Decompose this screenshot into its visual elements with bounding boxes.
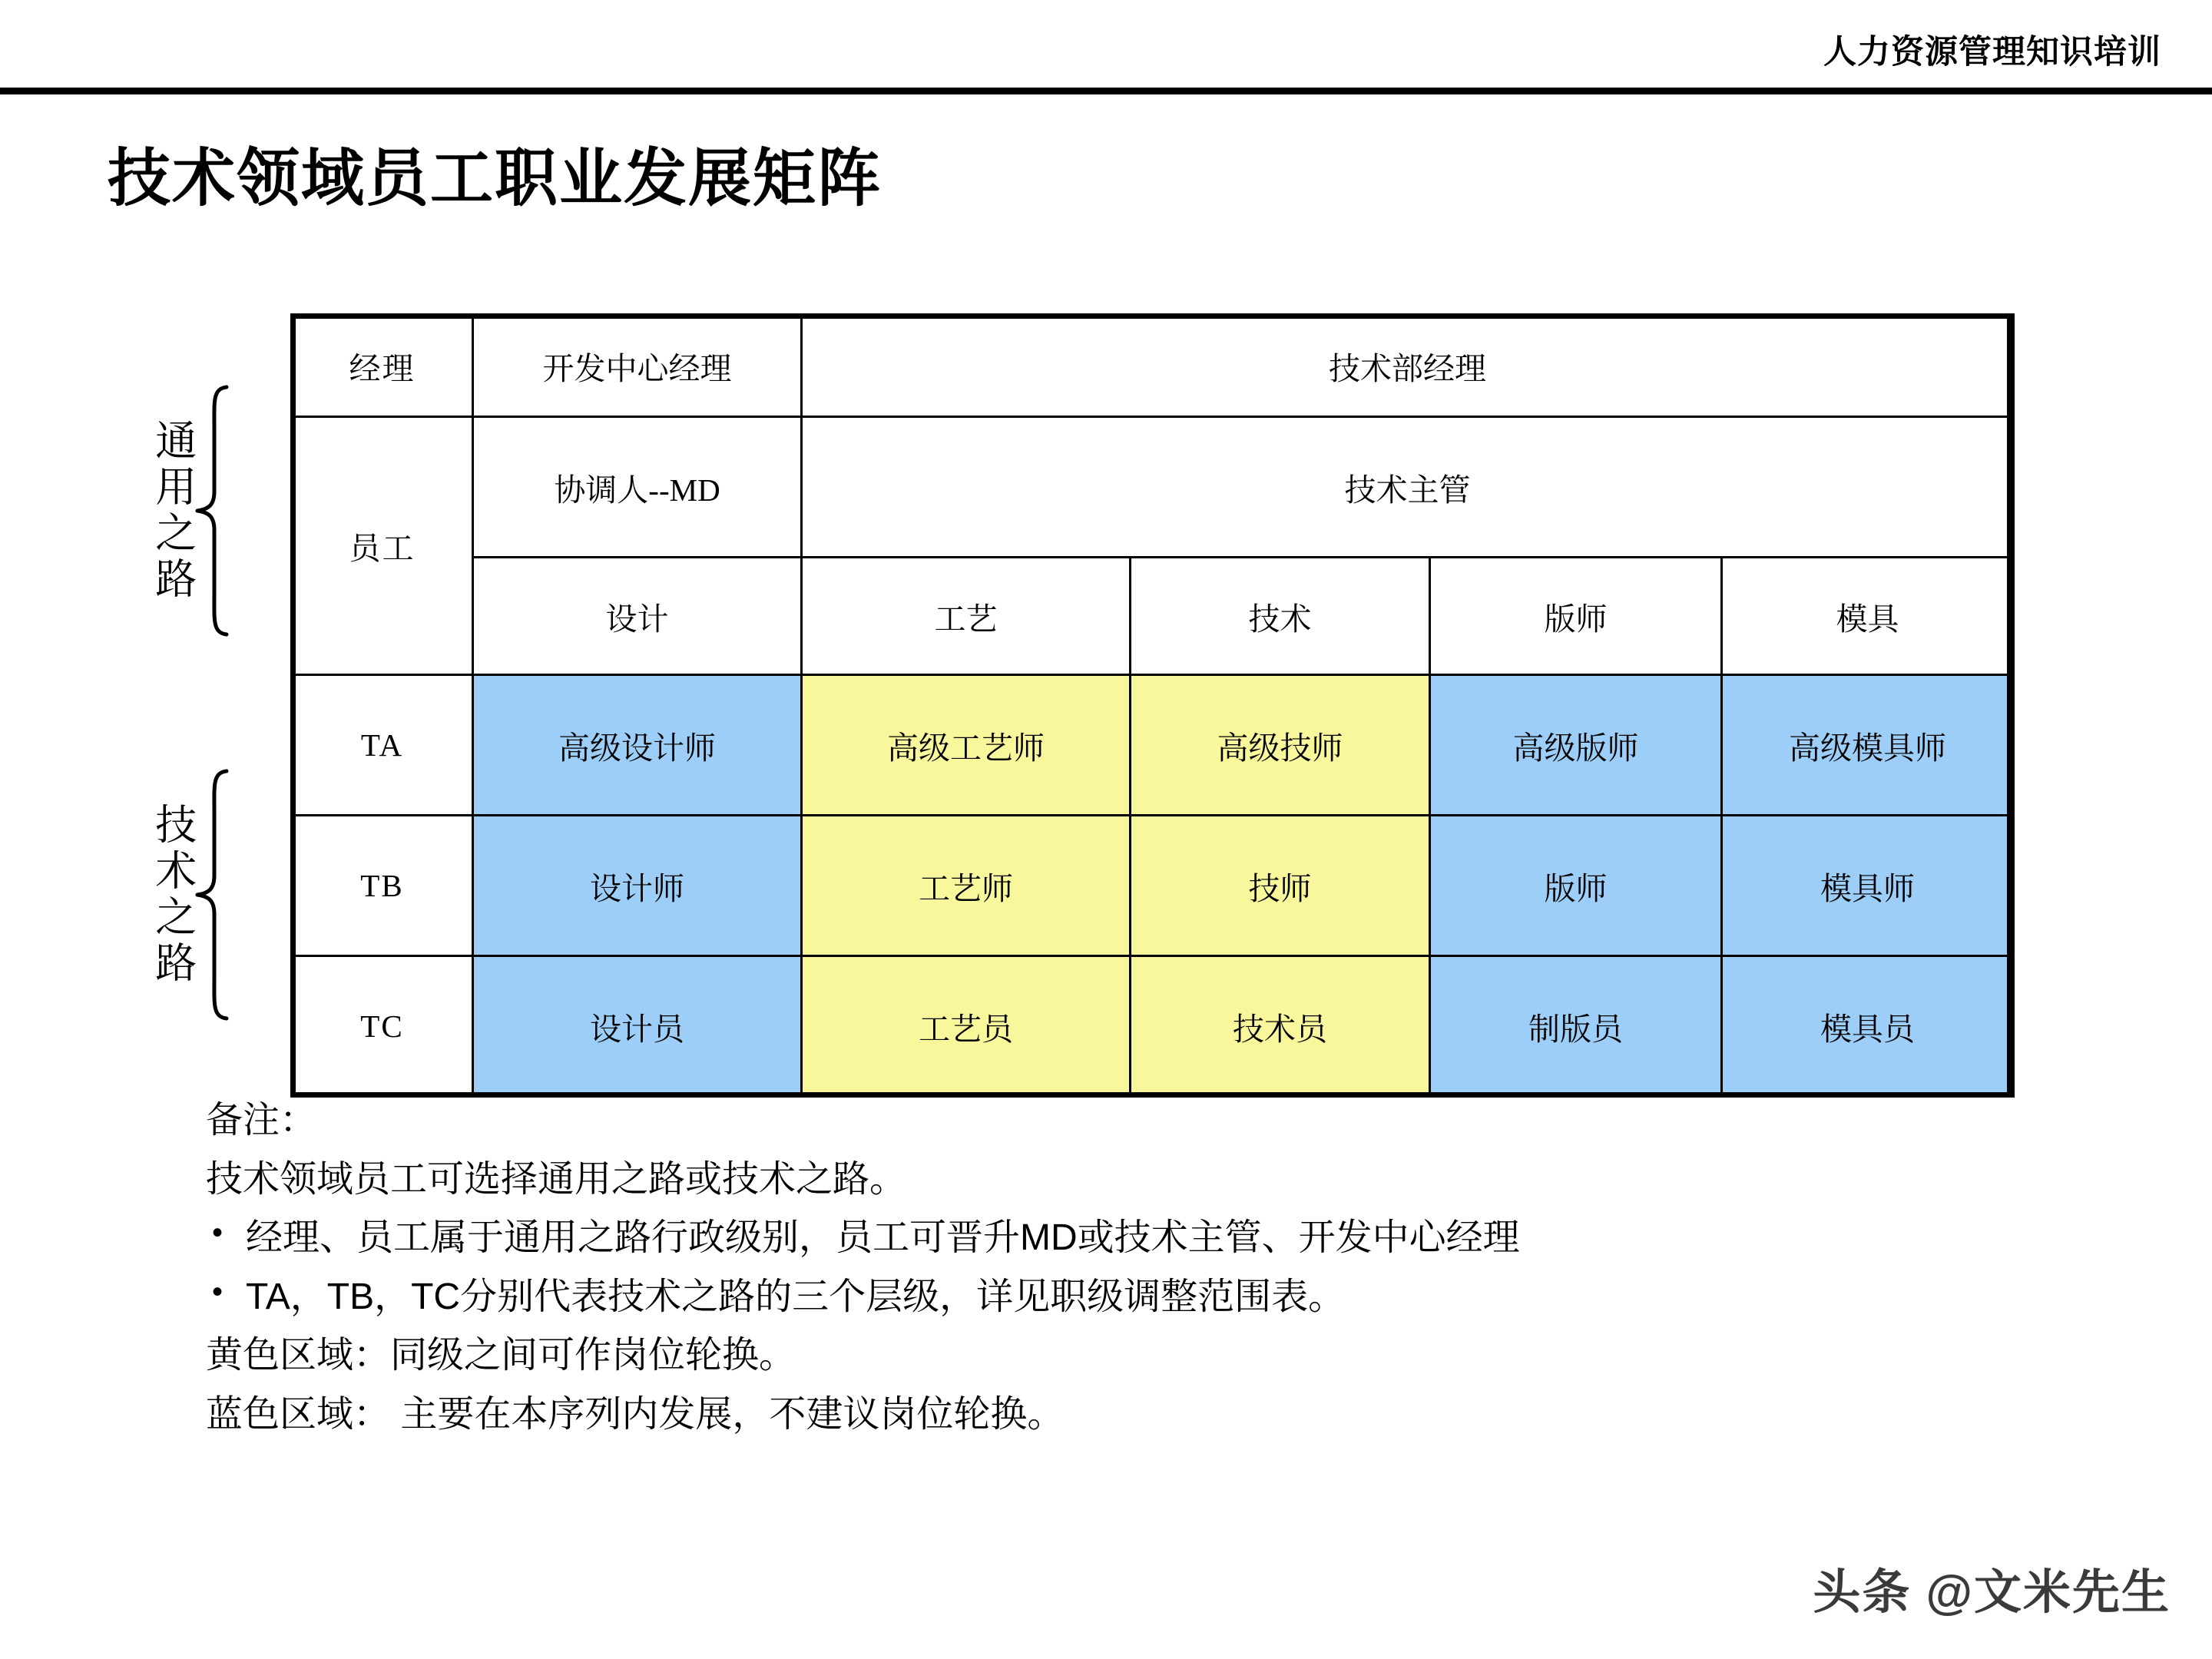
header-divider [0, 88, 2212, 94]
cell-tb-design: 设计师 [473, 816, 802, 956]
cell-coordinator-md: 协调人--MD [473, 417, 802, 558]
cell-tb-craft: 工艺师 [802, 816, 1131, 956]
cell-tc-craft: 工艺员 [802, 956, 1131, 1097]
notes-heading: 备注： [206, 1100, 317, 1141]
curly-brace-icon [194, 384, 230, 637]
notes-section [206, 1098, 2011, 1451]
path-label-technical-text: 技术之路 [149, 803, 196, 987]
cell-dev-center-manager: 开发中心经理 [473, 315, 802, 417]
watermark: 头条 @文米先生 [1813, 1566, 2171, 1619]
table-row-column-headers [292, 558, 2014, 675]
notes-bullet-2: • TA，TB，TC分别代表技术之路的三个层级，详见职级调整范围表。 [206, 1275, 2011, 1320]
career-matrix-table [290, 313, 2015, 1098]
cell-ta-design: 高级设计师 [473, 675, 802, 816]
cell-tc-design: 设计员 [473, 956, 802, 1097]
curly-brace-icon [194, 768, 230, 1022]
cell-tb-mold: 模具师 [1722, 816, 2014, 956]
path-label-general-text: 通用之路 [149, 419, 196, 603]
table-row-tc [292, 956, 2014, 1097]
cell-rank-tc: TC [292, 956, 473, 1097]
header-title: 人力资源管理知识培训 [1823, 34, 2161, 71]
notes-yellow-legend: 黄色区域：同级之间可作岗位轮换。 [206, 1335, 796, 1376]
notes-blue-legend: 蓝色区域： 主要在本序列内发展，不建议岗位轮换。 [206, 1393, 1065, 1435]
cell-ta-craft: 高级工艺师 [802, 675, 1131, 816]
column-header-mold: 模具 [1722, 558, 2014, 675]
page-header [0, 0, 2212, 92]
cell-tb-pattern: 版师 [1430, 816, 1722, 956]
cell-rank-staff: 员工 [292, 417, 473, 675]
cell-rank-manager: 经理 [292, 315, 473, 417]
cell-ta-mold: 高级模具师 [1722, 675, 2014, 816]
notes-line-1: 技术领域员工可选择通用之路或技术之路。 [206, 1158, 907, 1200]
cell-tc-mold: 模具员 [1722, 956, 2014, 1097]
cell-tc-pattern: 制版员 [1430, 956, 1722, 1097]
notes-bullet-1: • 经理、员工属于通用之路行政级别，员工可晋升MD或技术主管、开发中心经理 [206, 1216, 2011, 1261]
cell-tech-dept-manager: 技术部经理 [802, 315, 2014, 417]
table-row-ta [292, 675, 2014, 816]
path-label-general [151, 384, 230, 637]
cell-tech-supervisor: 技术主管 [802, 417, 2014, 558]
cell-tc-tech: 技术员 [1131, 956, 1430, 1097]
table-row-staff-supervisor [292, 417, 2014, 558]
career-matrix [290, 313, 2012, 1098]
cell-ta-tech: 高级技师 [1131, 675, 1430, 816]
path-label-technical [151, 768, 230, 1022]
column-header-pattern: 版师 [1430, 558, 1722, 675]
cell-rank-ta: TA [292, 675, 473, 816]
column-header-technology: 技术 [1131, 558, 1430, 675]
column-header-craft: 工艺 [802, 558, 1131, 675]
cell-ta-pattern: 高级版师 [1430, 675, 1722, 816]
page-title: 技术领域员工职业发展矩阵 [108, 144, 882, 214]
table-row-tb [292, 816, 2014, 956]
table-row-manager [292, 315, 2014, 417]
column-header-design: 设计 [473, 558, 802, 675]
cell-tb-tech: 技师 [1131, 816, 1430, 956]
cell-rank-tb: TB [292, 816, 473, 956]
